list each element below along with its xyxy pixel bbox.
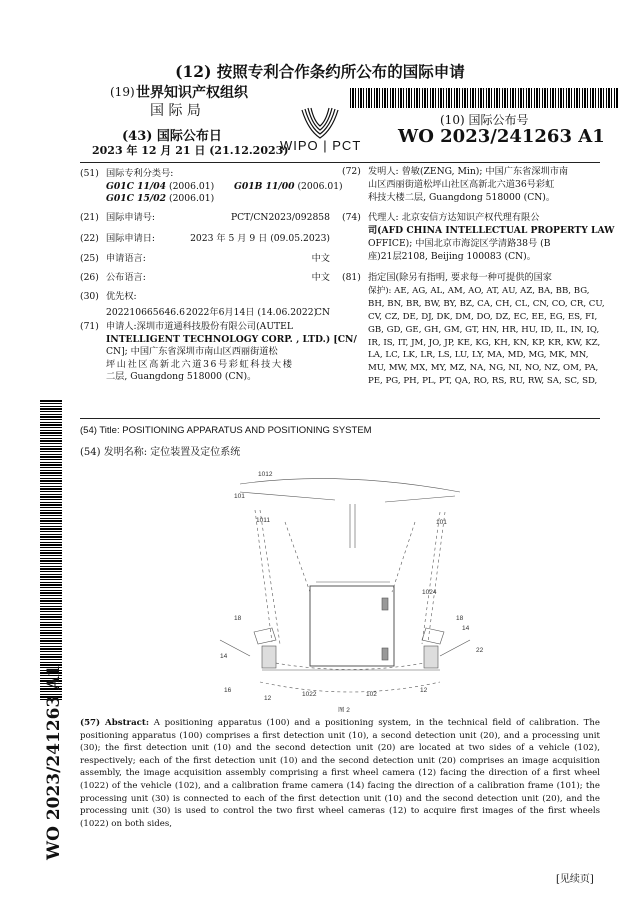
filing-date: 2023 年 5 月 9 日 (09.05.2023) xyxy=(190,233,330,244)
field-label: 国际申请日: xyxy=(106,233,156,244)
abstract xyxy=(80,717,600,830)
section-rule xyxy=(80,418,600,419)
field-no: (72) xyxy=(342,166,361,177)
field-25 xyxy=(80,253,330,266)
field-no: (71) xyxy=(80,321,99,332)
field-no: (26) xyxy=(80,272,99,283)
ipc-code: G01C 15/02 xyxy=(106,193,167,205)
field-no: (51) xyxy=(80,168,99,179)
application-number: PCT/CN2023/092858 xyxy=(230,212,330,223)
inventor-line: 山区西丽街道松坪山社区高新北六道36号彩虹 xyxy=(368,178,555,190)
field-no: (74) xyxy=(342,212,361,223)
designated-states-line: CV, CZ, DE, DJ, DK, DM, DO, DZ, EC, EE, EG, ES, FI, xyxy=(368,311,598,322)
pubdate: 2023 年 12 月 21 日 (21.12.2023) xyxy=(92,144,289,157)
applicant-line: INTELLIGENT TECHNOLOGY CORP. , LTD.) [CN/ xyxy=(106,333,357,345)
priority-number: 202210665646.6 xyxy=(106,306,185,318)
pubno-label: (10) 国际公布号 xyxy=(440,113,529,127)
ipc-code: G01C 11/04 xyxy=(106,180,167,192)
figure-label: 14 xyxy=(220,653,228,660)
field-label: 国际申请号: xyxy=(106,212,156,223)
figure-label: 18 xyxy=(456,615,464,622)
figure-caption: 图 2 xyxy=(338,707,350,712)
field-no: (25) xyxy=(80,253,99,264)
field-26 xyxy=(80,272,330,285)
title-en: (54) Title: POSITIONING APPARATUS AND POSITIONING SYSTEM xyxy=(80,425,372,436)
figure-label: 12 xyxy=(420,687,428,694)
title-cn: (54) 发明名称: 定位装置及定位系统 xyxy=(80,447,241,458)
ipc-code: G01B 11/00 xyxy=(234,180,295,192)
agent-line: 代理人: 北京安信方达知识产权代理有限公 xyxy=(368,212,540,223)
wipo-logo-text: WIPO | PCT xyxy=(280,138,362,153)
applicant-line: 申请人:深圳市道通科技股份有限公司(AUTEL xyxy=(106,321,293,332)
field-no: (21) xyxy=(80,212,99,223)
figure-drawing xyxy=(200,462,500,712)
figure-label: 16 xyxy=(224,687,232,694)
field-71 xyxy=(80,321,357,384)
agent-line: 座)21层2108, Beijing 100083 (CN)。 xyxy=(368,250,536,262)
field-81 xyxy=(342,272,605,388)
designated-states-line: IR, IS, IT, JM, JO, JP, KE, KG, KH, KN, KP, KR, KW, KZ, xyxy=(368,337,601,348)
inventor-line: 科技大楼二层, Guangdong 518000 (CN)。 xyxy=(368,191,556,203)
figure-label: 18 xyxy=(234,615,242,622)
barcode-top xyxy=(350,88,618,108)
continued-note: [见续页] xyxy=(556,874,594,885)
field-no: (30) xyxy=(80,291,99,302)
wipo-logo xyxy=(272,104,368,156)
side-publication-number: WO 2023/241263 A1 xyxy=(44,664,64,860)
designated-states-line: LA, LC, LK, LR, LS, LU, LY, MA, MD, MG, MK, MN, xyxy=(368,350,589,361)
abstract-label: (57) Abstract: xyxy=(80,718,150,728)
inventor-line: 发明人: 曾敏(ZENG, Min); 中国广东省深圳市南 xyxy=(368,166,569,177)
barcode-side xyxy=(40,400,62,700)
field-label: 优先权: xyxy=(106,291,137,302)
field-no: (81) xyxy=(342,272,361,283)
applicant-line: CN]; 中国广东省深圳市南山区西丽街道松 xyxy=(106,346,278,358)
left-column xyxy=(80,168,343,206)
designated-states-line: GB, GD, GE, GH, GM, GT, HN, HR, HU, ID, IL, IN, IQ, xyxy=(368,324,600,335)
field-30 xyxy=(80,291,330,320)
figure-label: 101 xyxy=(234,493,245,500)
applicant-line: 坪山社区高新北六道36号彩虹科技大楼 xyxy=(106,358,294,370)
designated-states-line: BH, BN, BR, BW, BY, BZ, CA, CH, CL, CN, CO, CR, CU, xyxy=(368,298,605,309)
designated-states-line: 指定国(除另有指明, 要求每一种可提供的国家 xyxy=(368,272,552,283)
ipc-date: (2006.01) xyxy=(169,180,215,192)
field-72 xyxy=(342,166,600,205)
pubdate-label: (43) 国际公布日 xyxy=(122,129,222,144)
designated-states-line: MU, MW, MX, MY, MZ, NA, NG, NI, NO, NZ, OM, PA, xyxy=(368,363,599,374)
priority-date: 2022年6月14日 (14.06.2022) xyxy=(186,306,318,318)
figure-label: 1022 xyxy=(302,691,317,698)
pubno: WO 2023/241263 A1 xyxy=(398,126,605,147)
field-74 xyxy=(342,212,615,264)
publication-language: 中文 xyxy=(311,272,330,283)
field-label: 公布语言: xyxy=(106,272,146,283)
figure-label: 12 xyxy=(264,695,272,702)
org-name: 世界知识产权组织 xyxy=(136,85,248,101)
figure-label: 1024 xyxy=(422,589,437,596)
priority-country: CN xyxy=(314,306,330,318)
org-number: (19) xyxy=(110,85,135,99)
agent-line: 司(AFD CHINA INTELLECTUAL PROPERTY LAW xyxy=(368,224,615,236)
ipc-label: 国际专利分类号: xyxy=(106,168,174,179)
field-label: 申请语言: xyxy=(106,253,146,264)
figure-label: 22 xyxy=(476,647,484,654)
abstract-text: A positioning apparatus (100) and a positioning system, in the technical field of calibration. The positioning apparatus (100) comprises a first detection unit (10), a second detection unit (20), and a processing unit (30); the first detection unit (10) and the second detection unit (20) are located at two sides of a vehicle (102), respectively; each of the first detection unit (10) and the second detection unit (20) comprises an image acquisition assembly, the image acquisition assembly comprising a first wheel camera (12) facing the direction of a first wheel (1022) of the vehicle (102), and a calibration frame camera (14) facing the direction of a calibration frame (101); the processing unit (30) is connected to each of the first detection unit (10) and the second detection unit (20), and the processing unit (30) is used to control the two first wheel cameras (12) to acquire first images of the first wheels (1022) on both sides, xyxy=(80,718,601,829)
field-22 xyxy=(80,233,330,246)
ipc-date: (2006.01) xyxy=(297,180,343,192)
figure-label: 14 xyxy=(462,625,470,632)
figure-label: 1012 xyxy=(258,471,273,478)
designated-states-line: 保护): AE, AG, AL, AM, AO, AT, AU, AZ, BA, BB, BG, xyxy=(368,285,590,296)
ipc-date: (2006.01) xyxy=(169,193,215,205)
document-title: (12) 按照专利合作条约所公布的国际申请 xyxy=(175,62,465,81)
field-no: (22) xyxy=(80,233,99,244)
figure-label: 1011 xyxy=(256,517,270,524)
figure-label: 102 xyxy=(366,691,377,698)
header-rule xyxy=(80,162,600,163)
field-21 xyxy=(80,212,330,225)
applicant-line: 二层, Guangdong 518000 (CN)。 xyxy=(106,371,257,383)
org-subname: 国 际 局 xyxy=(150,103,201,119)
filing-language: 中文 xyxy=(311,253,330,264)
designated-states-line: PE, PG, PH, PL, PT, QA, RO, RS, RU, RW, SA, SC, SD, xyxy=(368,376,598,387)
figure-label: 101 xyxy=(436,519,447,526)
patent-figure xyxy=(200,462,500,712)
agent-line: OFFICE); 中国北京市海淀区学清路38号 (B xyxy=(368,237,551,249)
